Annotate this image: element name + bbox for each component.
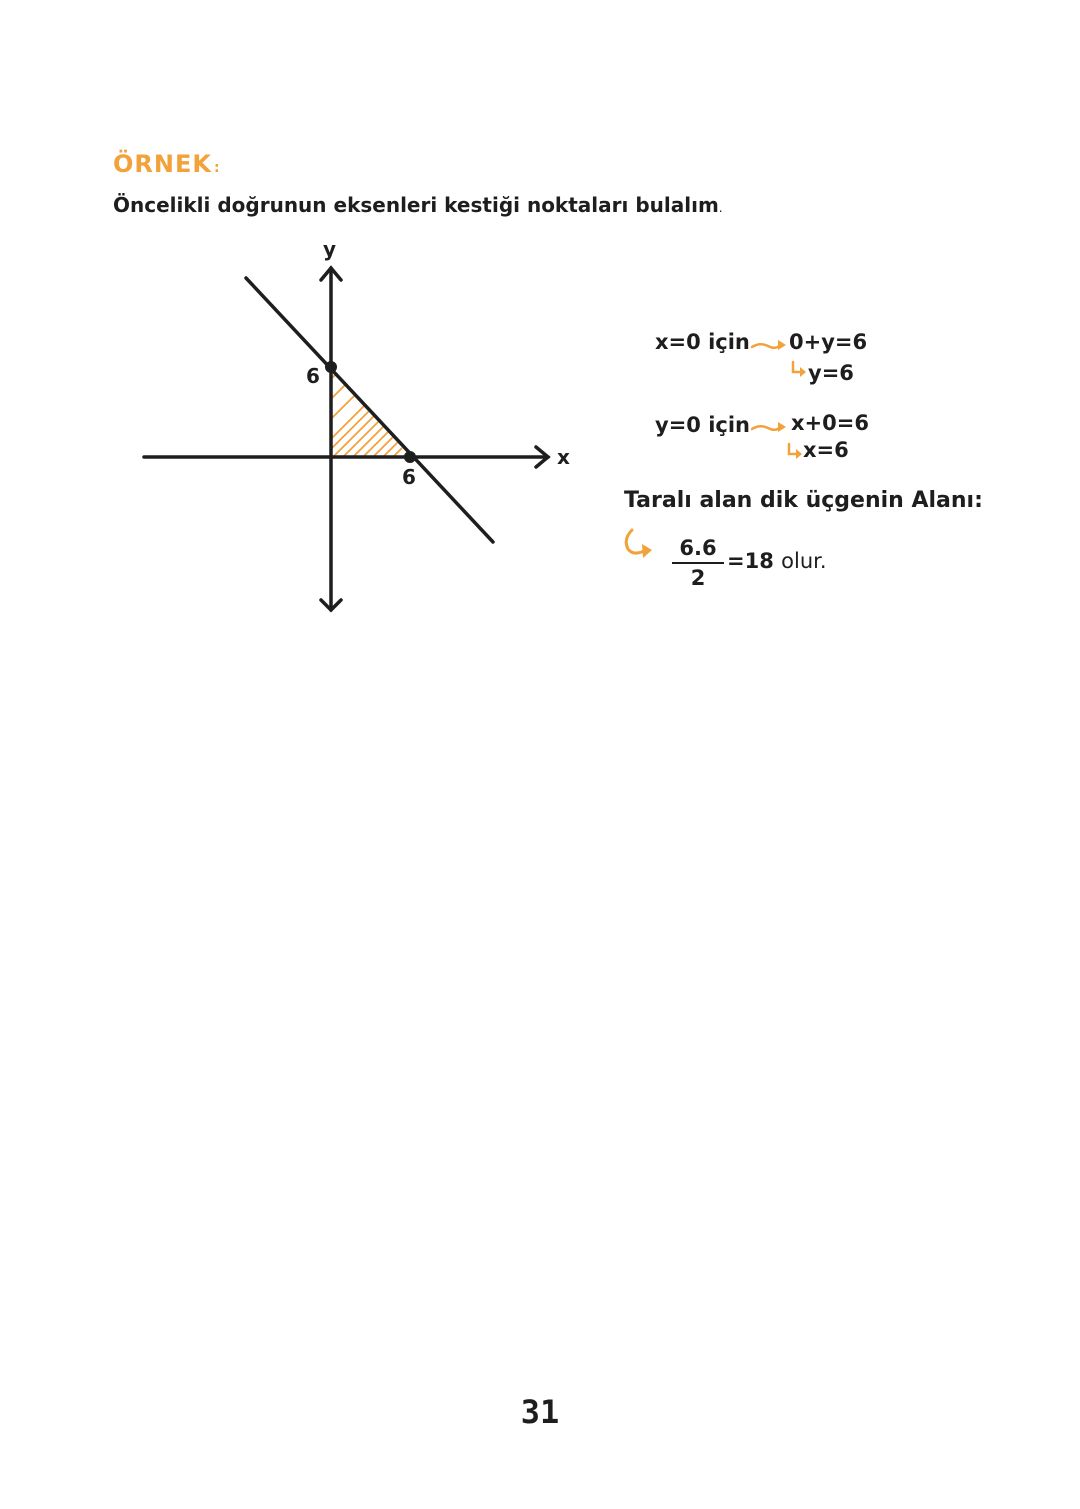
example-heading-title: ÖRNEK [113,150,212,178]
example-heading [113,150,221,178]
example-heading-colon: : [213,160,221,176]
orange-hook-arrow-icon [790,360,806,378]
x-intercept-point [404,451,416,463]
step1-condition: x=0 için [655,330,750,354]
y-intercept-point [325,361,337,373]
area-numerator: 6.6 [672,536,724,564]
area-result-value: =18 [727,549,774,573]
page-number: 31 [520,1393,560,1431]
area-result-suffix: olur. [781,549,827,573]
area-denominator: 2 [690,566,706,590]
area-fraction [672,536,724,590]
shaded-triangle [300,330,470,470]
graph-line [246,278,493,542]
step2-equation: x+0=6 [791,411,869,435]
y-intercept-label: 6 [306,364,320,388]
intro-period: . [718,201,723,215]
intro-sentence: Öncelikli doğrunun eksenleri kestiği noktaları bulalım [113,193,719,217]
x-axis-label: x [557,445,570,469]
line-graph [120,230,600,630]
step2-result: x=6 [803,438,849,462]
x-intercept-label: 6 [402,465,416,489]
area-label: Taralı alan dik üçgenin Alanı: [624,488,983,513]
area-result [727,549,827,573]
orange-curved-arrow-icon [620,527,656,563]
orange-hook-arrow-icon [786,442,802,460]
intro-text [113,193,723,217]
step1-equation: 0+y=6 [789,330,868,354]
step2-condition: y=0 için [655,413,751,437]
orange-arrow-icon [750,338,786,352]
x-axis [144,447,548,467]
orange-arrow-icon [750,420,786,434]
y-axis [321,268,341,610]
y-axis-label: y [323,237,337,261]
step1-result: y=6 [808,361,854,385]
